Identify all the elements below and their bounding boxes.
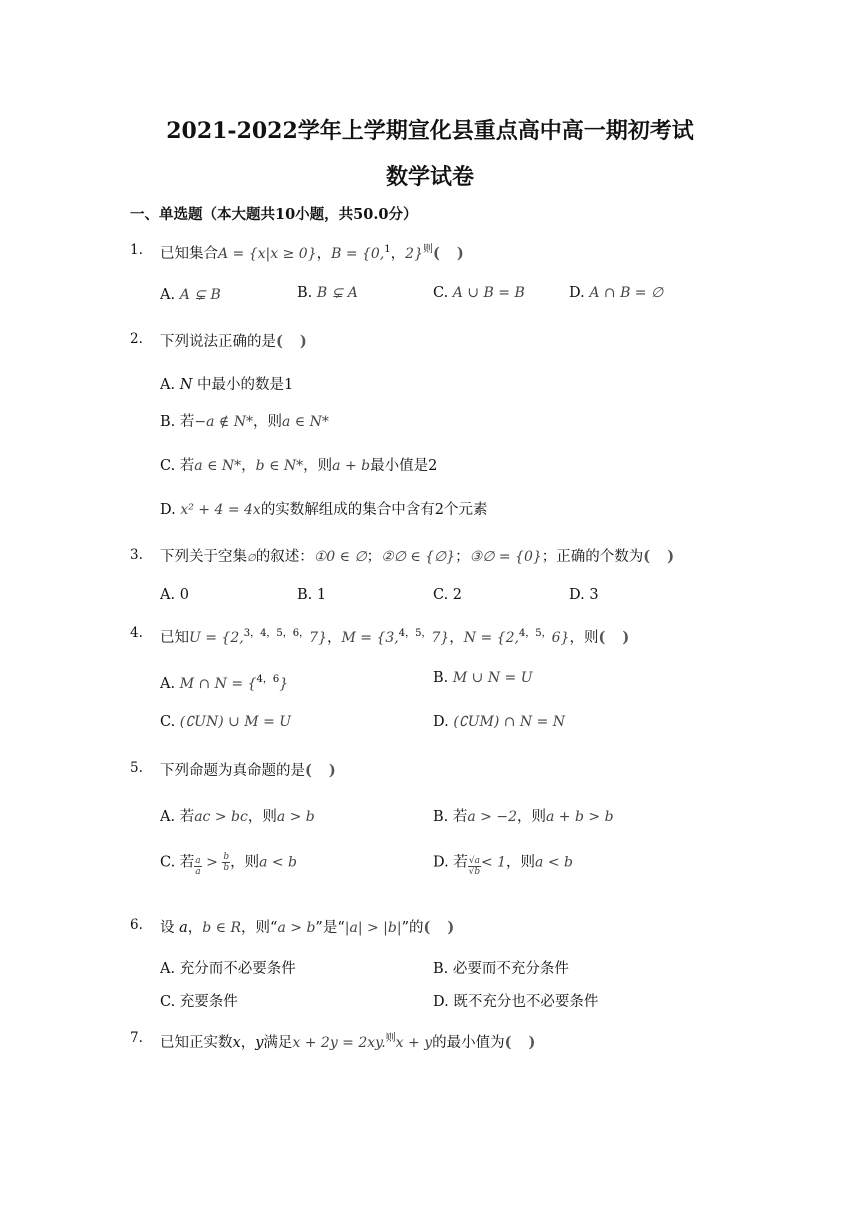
math-expr: 2}	[405, 245, 423, 262]
option-label: D.	[569, 587, 585, 603]
math-expr: }	[279, 675, 289, 692]
option-label: B.	[297, 285, 313, 301]
math-expr: ①0 ∈ ∅	[313, 549, 367, 565]
stem-text: 4，5，	[398, 628, 432, 639]
option-label: B.	[433, 809, 449, 825]
fraction-denominator: √b	[468, 867, 481, 877]
option-label: A.	[160, 961, 176, 977]
option-label: D.	[569, 285, 585, 301]
answer-blank: ( )	[433, 244, 470, 262]
stem-text: 的叙述：	[255, 549, 314, 565]
fraction-numerator: √a	[468, 856, 480, 866]
stem-text: ；	[455, 549, 470, 565]
math-expr: x + 2y = 2xy.	[292, 1034, 386, 1051]
q4-option-b	[433, 670, 533, 686]
stem-text: 满足	[263, 1034, 293, 1051]
fraction	[222, 852, 230, 873]
question-3-stem	[160, 545, 680, 566]
option-text: ，则	[517, 809, 546, 825]
option-label: C.	[433, 587, 449, 603]
fraction	[468, 856, 481, 877]
math-expr: a + b > b	[546, 809, 614, 825]
math-expr: b ∈ N*	[255, 458, 304, 474]
math-expr: a + b	[332, 458, 371, 474]
q3-option-c	[433, 587, 462, 603]
stem-text: 3，4，5，6，	[243, 628, 310, 639]
q4-option-c	[160, 714, 291, 730]
math-expr: 7}	[309, 629, 327, 646]
question-1-stem	[160, 240, 470, 263]
math-expr: U = {2,	[189, 629, 244, 646]
option-label: A.	[160, 377, 176, 393]
q1-option-c	[433, 285, 525, 301]
stem-text: ”是“	[315, 920, 345, 936]
math-expr: a > −2	[467, 809, 517, 825]
option-text: 若	[453, 854, 468, 871]
math-expr: A ∩ B = ∅	[589, 285, 664, 301]
answer-blank: ( )	[598, 628, 636, 646]
question-7-number: 7.	[130, 1030, 143, 1046]
stem-text: ；	[366, 549, 382, 565]
math-expr: x	[232, 1034, 241, 1051]
option-label: C.	[160, 994, 176, 1010]
math-expr: x² + 4 = 4x	[180, 502, 261, 518]
option-label: D.	[160, 502, 176, 518]
answer-blank: ( )	[643, 548, 681, 565]
stem-text: 下列说法正确的是	[160, 334, 276, 350]
question-7-stem	[160, 1029, 541, 1052]
stem-text: 则	[385, 1033, 396, 1044]
stem-text: 则	[423, 244, 433, 255]
math-expr: 7}	[431, 629, 450, 646]
q2-option-b	[160, 410, 329, 431]
q3-option-d	[569, 587, 599, 603]
option-label: C.	[160, 854, 176, 871]
math-expr: x + y	[395, 1034, 433, 1051]
option-text: 的实数解组成的集合中含有2个元素	[260, 502, 488, 518]
option-text: 充要条件	[179, 994, 238, 1010]
q5-option-c: C. 若 $\frac{a}{a}$ > $\frac{b}{b}$ ，则a < b	[160, 852, 298, 877]
option-text: ，则	[303, 458, 333, 474]
q5-option-d	[433, 848, 573, 877]
option-text: 若	[452, 809, 468, 825]
option-text: ，	[241, 458, 256, 474]
math-expr: ②∅ ∈ {∅}	[381, 549, 456, 565]
option-text: 若	[179, 414, 195, 430]
stem-text: 已知集合	[160, 245, 218, 262]
q3-option-b	[297, 587, 326, 603]
stem-text: 4，5，	[518, 628, 552, 639]
stem-text: ，	[240, 1034, 256, 1051]
option-label: D.	[433, 994, 449, 1010]
math-expr: a ∈ N*	[281, 414, 329, 430]
math-expr: (∁UN) ∪ M = U	[179, 714, 292, 730]
option-text: 既不充分也不必要条件	[453, 994, 599, 1010]
stem-text: 设	[160, 920, 175, 936]
stem-text: 的最小值为	[432, 1034, 505, 1051]
answer-blank: ( )	[305, 762, 342, 779]
fraction-denominator: a	[195, 867, 201, 877]
question-2-number: 2.	[130, 331, 143, 347]
option-text: ，则	[252, 414, 282, 430]
option-text: 0	[179, 587, 189, 603]
question-1-number: 1.	[130, 242, 143, 258]
stem-text: ；正确的个数为	[541, 549, 644, 565]
option-text: ，则	[506, 854, 536, 871]
option-text: 若	[179, 809, 195, 825]
math-expr: < 1	[480, 854, 507, 871]
stem-text: 下列命题为真命题的是	[160, 763, 305, 779]
exam-title: 2021-2022学年上学期宣化县重点高中高一期初考试	[166, 118, 694, 144]
q1-option-d	[569, 285, 663, 301]
math-expr: a < b	[259, 854, 298, 871]
fraction	[194, 856, 201, 877]
q4-option-d	[433, 714, 565, 730]
math-expr: M ∩ N = {	[179, 675, 257, 692]
question-6-number: 6.	[130, 917, 143, 933]
option-text: 4，6	[256, 674, 280, 685]
answer-blank: ( )	[276, 333, 313, 350]
stem-text: ”的	[401, 920, 424, 936]
option-label: C.	[433, 285, 449, 301]
question-4-stem	[160, 624, 635, 647]
option-text: 中最小的数是1	[197, 377, 294, 393]
option-label: B.	[297, 587, 313, 603]
option-text: 最小值是2	[370, 458, 438, 474]
question-5-number: 5.	[130, 760, 143, 776]
option-label: B.	[433, 961, 449, 977]
option-label: D.	[433, 714, 449, 730]
question-6-stem	[160, 916, 460, 937]
option-label: C.	[160, 714, 176, 730]
stem-text: ，	[390, 245, 406, 262]
option-label: A.	[160, 287, 176, 303]
math-expr: ③∅ = {0}	[469, 549, 542, 565]
option-text: 若	[179, 458, 195, 474]
fraction-numerator: a	[195, 856, 201, 866]
stem-text: ，则	[569, 629, 599, 646]
math-expr: A ∪ B = B	[452, 285, 525, 301]
question-3-number: 3.	[130, 547, 143, 563]
option-label: B.	[433, 670, 449, 686]
question-5-stem	[160, 759, 342, 780]
option-text: 2	[452, 587, 463, 603]
math-expr: a > b	[276, 809, 315, 825]
stem-text: ，	[187, 920, 203, 936]
stem-text: 已知正实数	[160, 1034, 233, 1051]
math-expr: ∅	[247, 553, 256, 564]
math-expr: b ∈ R	[202, 920, 242, 936]
math-expr: −a ∉ N*	[194, 414, 253, 430]
math-expr: B = {0,	[331, 245, 385, 262]
q4-option-a	[160, 670, 288, 692]
q6-option-d	[433, 990, 598, 1011]
math-expr: a	[179, 920, 188, 936]
option-text: 充分而不必要条件	[179, 961, 296, 977]
option-text: 1	[316, 587, 327, 603]
stem-text: 1	[384, 244, 391, 255]
fraction-denominator: b	[223, 863, 230, 873]
math-expr: a > b	[277, 920, 316, 936]
option-text: 若	[179, 854, 195, 871]
q2-option-a	[160, 373, 293, 394]
q5-option-b	[433, 805, 614, 826]
stem-text: ，	[326, 629, 342, 646]
stem-text: ，则“	[241, 920, 278, 936]
math-expr: A = {x|x ≥ 0}	[218, 245, 317, 262]
math-expr: a < b	[535, 854, 573, 871]
stem-text: ，	[449, 629, 464, 646]
q5-option-a	[160, 805, 315, 826]
stem-text: ，	[316, 245, 332, 262]
math-expr: ac > bc	[194, 809, 248, 825]
answer-blank: ( )	[504, 1033, 542, 1051]
math-expr: |a| > |b|	[344, 920, 402, 936]
question-4-number: 4.	[130, 625, 143, 641]
option-label: B.	[160, 414, 176, 430]
option-text: 3	[589, 587, 599, 603]
option-label: D.	[433, 854, 449, 871]
option-text: 必要而不充分条件	[452, 961, 569, 977]
option-label: A.	[160, 809, 176, 825]
exam-subject: 数学试卷	[385, 164, 474, 190]
q3-option-a	[160, 587, 189, 603]
math-expr: A ⊊ B	[179, 287, 221, 303]
stem-text: 已知	[160, 629, 189, 646]
math-expr: (∁UM) ∩ N = N	[453, 714, 566, 730]
q6-option-b	[433, 957, 569, 978]
math-expr: y	[255, 1034, 264, 1051]
option-label: C.	[160, 458, 176, 474]
math-expr: N = {2,	[463, 629, 519, 646]
q2-option-d	[160, 498, 488, 519]
math-expr: M ∪ N = U	[452, 670, 533, 686]
option-text: ，则	[247, 809, 277, 825]
math-expr: a ∈ N*	[194, 458, 242, 474]
q2-option-c	[160, 454, 437, 475]
option-text: ，则	[230, 854, 260, 871]
q6-option-c	[160, 990, 238, 1011]
math-expr: N	[179, 377, 193, 393]
option-label: A.	[160, 587, 176, 603]
q1-option-a	[160, 287, 221, 303]
math-expr: M = {3,	[341, 629, 399, 646]
answer-blank: ( )	[423, 919, 461, 936]
fraction-numerator: b	[223, 852, 230, 862]
math-expr: 6}	[551, 629, 570, 646]
option-label: A.	[160, 675, 176, 692]
math-expr: B ⊊ A	[316, 285, 358, 301]
section-heading: 一、单选题（本大题共10小题，共50.0分）	[130, 206, 418, 223]
q1-option-b	[297, 285, 358, 301]
q6-option-a	[160, 957, 296, 978]
stem-text: 下列关于空集	[160, 549, 247, 565]
question-2-stem	[160, 330, 313, 351]
